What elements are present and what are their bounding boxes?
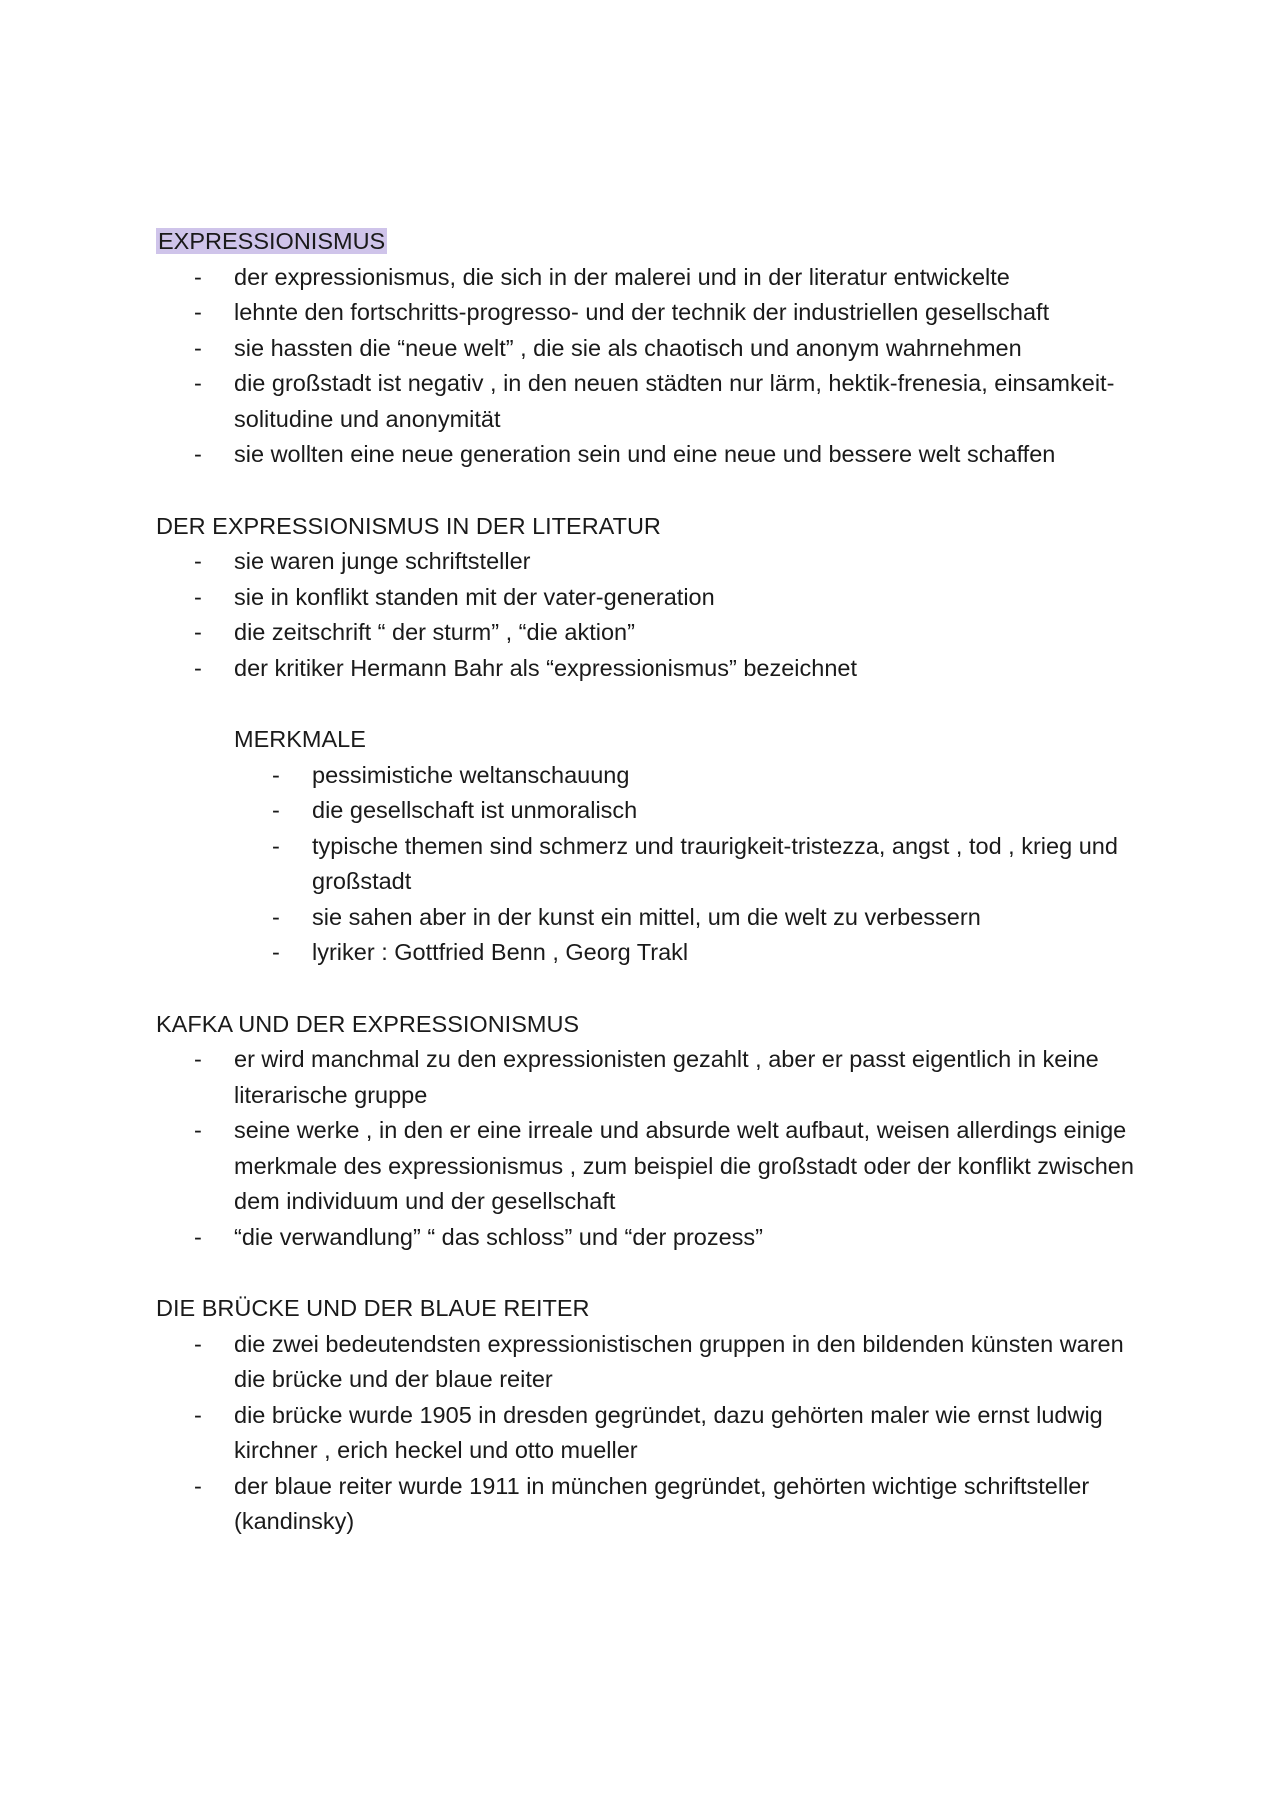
dash-bullet: -	[272, 939, 280, 965]
list-item	[156, 260, 1156, 296]
list-item	[234, 758, 1156, 794]
list-item-text: er wird manchmal zu den expressionisten gezahlt , aber er passt eigentlich in keine literarische gruppe	[234, 1046, 1099, 1108]
bullet-list	[234, 758, 1156, 971]
list-item-text: seine werke , in den er eine irreale und absurde welt aufbaut, weisen allerdings einige merkmale des expressionismus , zum beispiel die großstadt oder der konflikt zwischen dem individuum und der gesellschaft	[234, 1117, 1134, 1214]
dash-bullet: -	[194, 299, 202, 325]
section-spacer	[156, 473, 1156, 509]
list-item	[234, 900, 1156, 936]
list-item	[156, 437, 1156, 473]
dash-bullet: -	[272, 761, 280, 788]
list-item-text: sie wollten eine neue generation sein und eine neue und bessere welt schaffen	[234, 441, 1056, 467]
list-item-text: die gesellschaft ist unmoralisch	[312, 797, 638, 823]
list-item-text: typische themen sind schmerz und traurigkeit-tristezza, angst , tod , krieg und großstadt	[312, 832, 1118, 894]
list-item-text: “die verwandlung” “ das schloss” und “der prozess”	[234, 1223, 763, 1250]
highlighted-heading-text: EXPRESSIONISMUS	[158, 228, 386, 254]
list-item	[156, 295, 1156, 331]
list-item-text: lyriker : Gottfried Benn , Georg Trakl	[312, 939, 689, 965]
list-item	[156, 580, 1156, 616]
list-item-text: pessimistiche weltanschauung	[312, 761, 630, 788]
list-item-text: der blaue reiter wurde 1911 in münchen gegründet, gehörten wichtige schriftsteller (kandinsky)	[234, 1472, 1090, 1534]
list-item-text: der kritiker Hermann Bahr als “expressionismus” bezeichnet	[234, 654, 857, 681]
dash-bullet: -	[194, 1401, 202, 1428]
dash-bullet: -	[272, 903, 280, 930]
section-heading: DER EXPRESSIONISMUS IN DER LITERATUR	[156, 512, 661, 539]
list-item	[234, 935, 1156, 971]
dash-bullet: -	[194, 1046, 202, 1072]
dash-bullet: -	[194, 548, 202, 574]
section-spacer	[156, 686, 1156, 722]
list-item	[156, 1220, 1156, 1256]
bullet-list	[156, 1042, 1156, 1255]
section-bruecke-blaue-reiter	[156, 1291, 1156, 1540]
bullet-list	[156, 1327, 1156, 1540]
section-literatur	[156, 509, 1156, 971]
list-item	[156, 615, 1156, 651]
dash-bullet: -	[194, 1117, 202, 1143]
list-item-text: die zwei bedeutendsten expressionistischen gruppen in den bildenden künsten waren die brücke und der blaue reiter	[234, 1330, 1124, 1392]
list-item	[234, 793, 1156, 829]
dash-bullet: -	[194, 583, 202, 610]
dash-bullet: -	[272, 797, 280, 823]
list-item-text: die großstadt ist negativ , in den neuen städten nur lärm, hektik-frenesia, einsamkeit-solitudine und anonymität	[234, 370, 1115, 432]
section-heading: DIE BRÜCKE UND DER BLAUE REITER	[156, 1295, 590, 1321]
list-item-text: sie hassten die “neue welt” , die sie als chaotisch und anonym wahrnehmen	[234, 334, 1022, 361]
dash-bullet: -	[194, 1472, 202, 1499]
dash-bullet: -	[194, 263, 202, 290]
dash-bullet: -	[272, 832, 280, 859]
list-item-text: sie sahen aber in der kunst ein mittel, um die welt zu verbessern	[312, 903, 981, 930]
document-page	[156, 224, 1156, 1540]
list-item	[156, 651, 1156, 687]
dash-bullet: -	[194, 654, 202, 681]
section-expressionismus	[156, 224, 1156, 473]
bullet-list	[156, 260, 1156, 473]
list-item	[234, 829, 1156, 900]
section-kafka	[156, 1007, 1156, 1256]
list-item	[156, 1113, 1156, 1220]
section-heading: KAFKA UND DER EXPRESSIONISMUS	[156, 1010, 580, 1037]
list-item-text: sie in konflikt standen mit der vater-generation	[234, 583, 715, 610]
subsection-merkmale	[156, 722, 1156, 971]
list-item-text: der expressionismus, die sich in der malerei und in der literatur entwickelte	[234, 263, 1010, 290]
section-spacer	[156, 1255, 1156, 1291]
list-item	[156, 331, 1156, 367]
list-item	[156, 366, 1156, 437]
list-item	[156, 544, 1156, 580]
dash-bullet: -	[194, 1223, 202, 1250]
section-heading	[156, 224, 1156, 260]
list-item-text: lehnte den fortschritts-progresso- und der technik der industriellen gesellschaft	[234, 299, 1050, 325]
list-item	[156, 1042, 1156, 1113]
subsection-heading: MERKMALE	[234, 726, 366, 752]
dash-bullet: -	[194, 1330, 202, 1357]
dash-bullet: -	[194, 619, 202, 645]
dash-bullet: -	[194, 334, 202, 361]
section-spacer	[156, 971, 1156, 1007]
dash-bullet: -	[194, 370, 202, 396]
list-item	[156, 1398, 1156, 1469]
list-item	[156, 1327, 1156, 1398]
list-item-text: die brücke wurde 1905 in dresden gegründet, dazu gehörten maler wie ernst ludwig kirchner , erich heckel und otto mueller	[234, 1401, 1103, 1463]
list-item-text: die zeitschrift “ der sturm” , “die aktion”	[234, 619, 635, 645]
list-item	[156, 1469, 1156, 1540]
dash-bullet: -	[194, 441, 202, 467]
list-item-text: sie waren junge schriftsteller	[234, 548, 531, 574]
bullet-list	[156, 544, 1156, 686]
